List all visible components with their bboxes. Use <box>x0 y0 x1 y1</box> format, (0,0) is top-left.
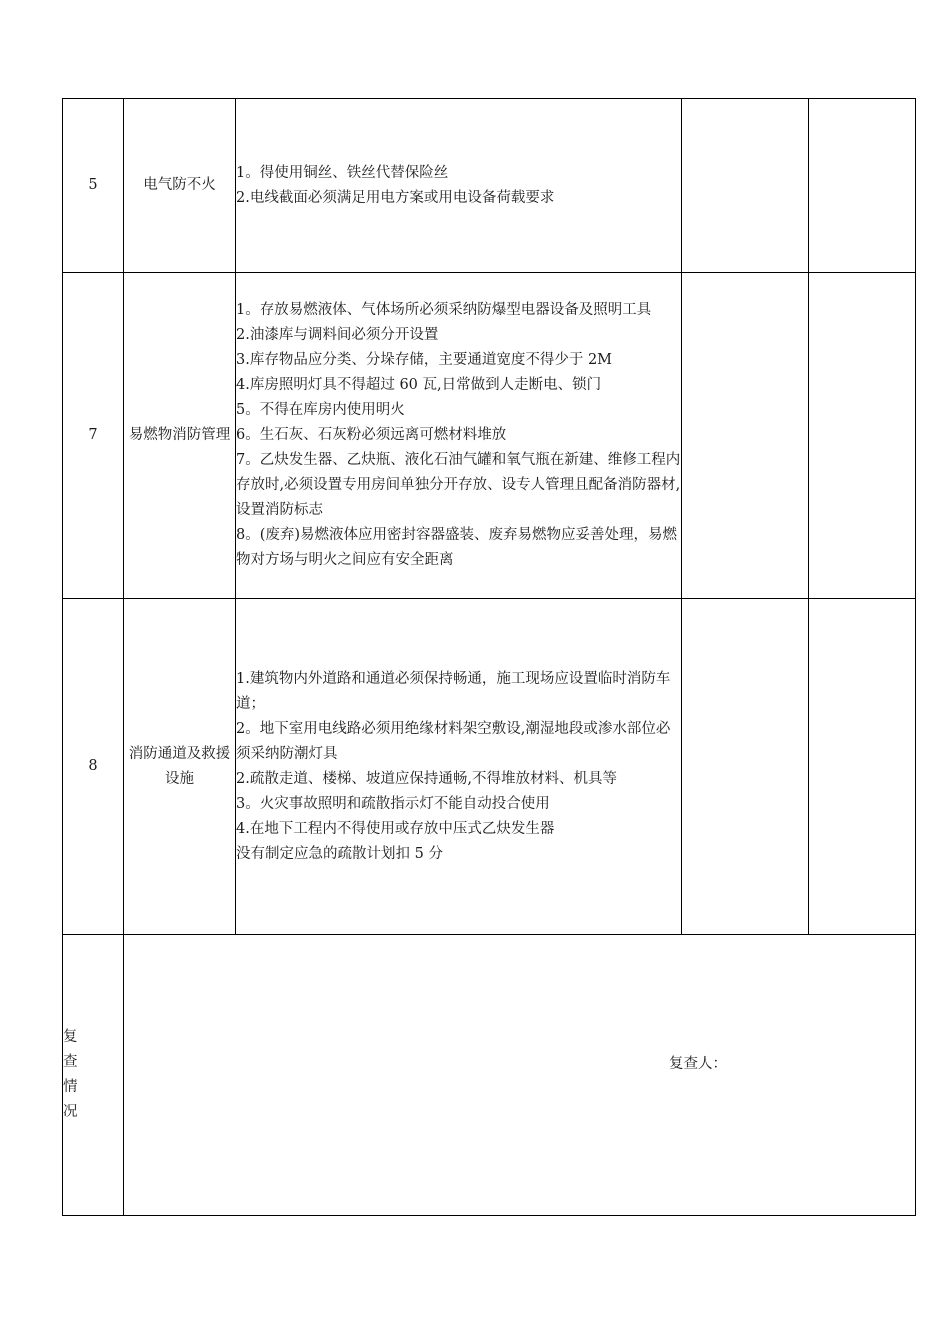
requirement-line: 4.在地下工程内不得使用或存放中压式乙炔发生器 <box>236 820 555 837</box>
requirement-line: 2.油漆库与调料间必须分开设置 <box>236 327 439 343</box>
row-requirements <box>236 99 682 273</box>
requirement-line: 5。不得在库房内使用明火 <box>236 402 405 418</box>
remarks-cell <box>809 273 916 599</box>
requirement-line: 3。火灾事故照明和疏散指示灯不能自动投合使用 <box>236 795 550 812</box>
review-content <box>124 935 916 1216</box>
requirement-line: 1.建筑物内外道路和通道必须保持畅通，施工现场应设置临时消防车道； <box>236 670 671 712</box>
requirement-line: 7。乙炔发生器、乙炔瓶、液化石油气罐和氧气瓶在新建、维修工程内存放时,必须设置专用房间单独分开存放、设专人管理且配备消防器材,设置消防标志 <box>236 452 681 518</box>
row-number: 7 <box>63 273 124 599</box>
review-label <box>63 935 124 1216</box>
check-result-cell <box>682 99 809 273</box>
review-row <box>63 935 916 1216</box>
review-label-char: 况 <box>63 1104 78 1120</box>
table-row <box>63 273 916 599</box>
inspection-table <box>62 98 916 1216</box>
requirement-line: 3.库存物品应分类、分垛存储，主要通道宽度不得少于 2M <box>236 352 613 368</box>
requirement-line: 1。存放易燃液体、气体场所必须采纳防爆型电器设备及照明工具 <box>236 302 652 318</box>
remarks-cell <box>809 599 916 935</box>
requirement-line: 4.库房照明灯具不得超过 60 瓦,日常做到人走断电、锁门 <box>236 377 602 393</box>
requirement-line: 6。生石灰、石灰粉必须远离可燃材料堆放 <box>236 427 507 443</box>
row-number: 5 <box>63 99 124 273</box>
review-label-char: 复 <box>63 1029 78 1045</box>
table-row <box>63 599 916 935</box>
review-label-char: 查 <box>63 1054 78 1070</box>
row-requirements <box>236 599 682 935</box>
review-label-char: 情 <box>63 1079 78 1095</box>
row-item: 消防通道及救援设施 <box>124 599 236 935</box>
row-number: 8 <box>63 599 124 935</box>
check-result-cell <box>682 273 809 599</box>
reviewer-label: 复查人： <box>669 1056 727 1072</box>
requirement-line: 2.疏散走道、楼梯、坡道应保持通畅,不得堆放材料、机具等 <box>236 770 617 787</box>
requirement-line: 1。得使用铜丝、铁丝代替保险丝 <box>236 164 449 181</box>
requirement-line: 没有制定应急的疏散计划扣 5 分 <box>236 845 443 862</box>
remarks-cell <box>809 99 916 273</box>
row-item: 电气防不火 <box>124 99 236 273</box>
requirement-line: 2.电线截面必须满足用电方案或用电设备荷载要求 <box>236 189 555 206</box>
table-row <box>63 99 916 273</box>
row-item: 易燃物消防管理 <box>124 273 236 599</box>
row-requirements <box>236 273 682 599</box>
requirement-line: 8。(废弃)易燃液体应用密封容器盛装、废弃易燃物应妥善处理，易燃物对方场与明火之间应有安全距离 <box>236 527 678 568</box>
requirement-line: 2。地下室用电线路必须用绝缘材料架空敷设,潮湿地段或渗水部位必须采纳防潮灯具 <box>236 720 671 762</box>
check-result-cell <box>682 599 809 935</box>
